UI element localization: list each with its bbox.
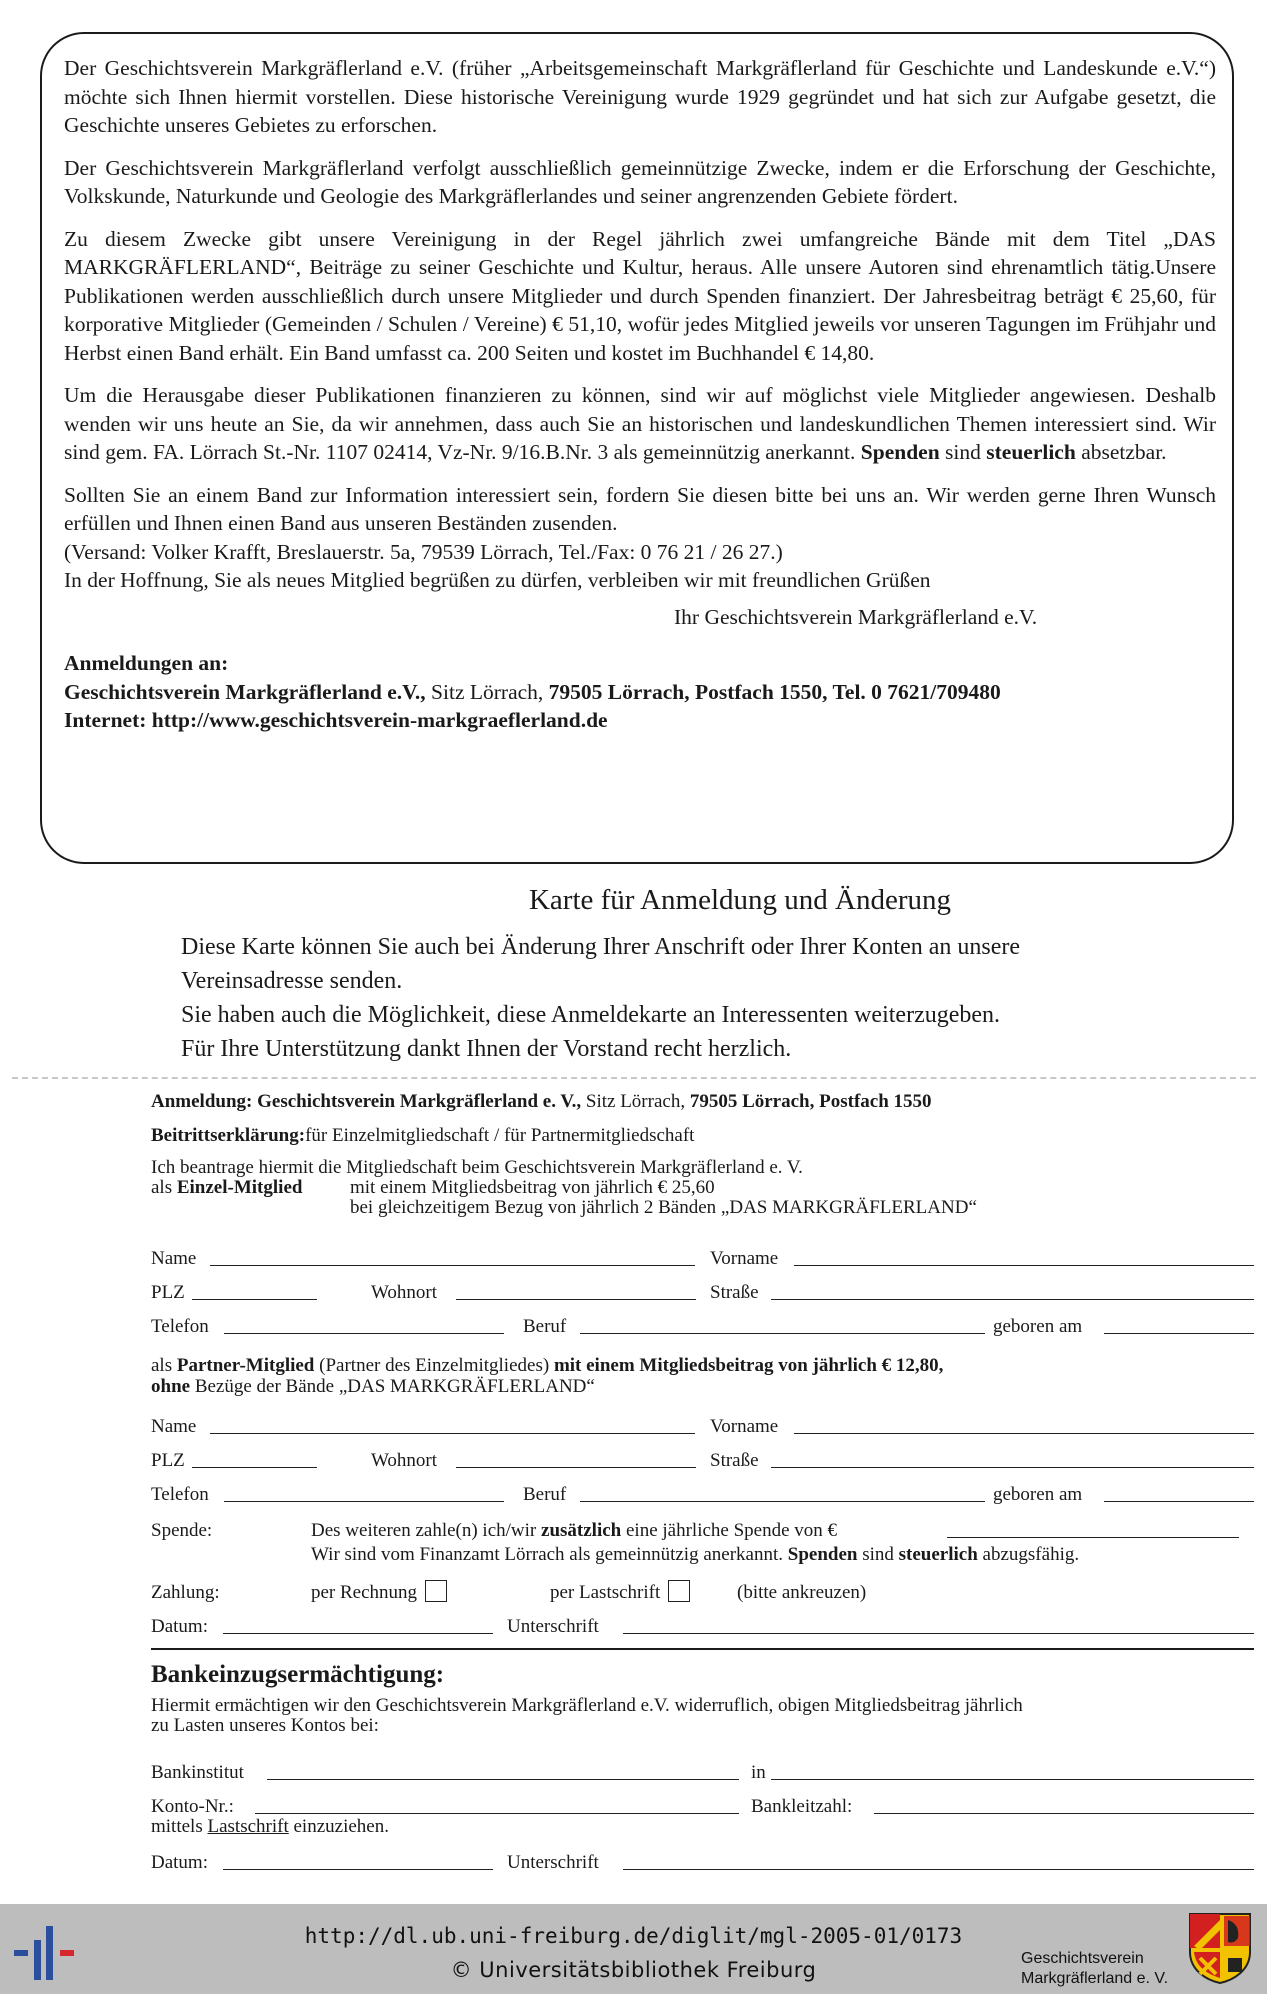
datum-field[interactable] — [223, 1633, 493, 1634]
strasse-label: Straße — [710, 1282, 759, 1303]
einzel-label-line — [151, 1176, 302, 1200]
spende-label: Spende: — [151, 1520, 213, 1541]
plz-label: PLZ — [151, 1282, 185, 1303]
partner-bezug: Bezüge der Bände „DAS MARKGRÄFLERLAND“ — [190, 1376, 595, 1397]
blz-field[interactable] — [874, 1813, 1254, 1814]
form-header-sitz: Sitz Lörrach, — [581, 1091, 690, 1112]
geboren-label: geboren am — [993, 1484, 1083, 1505]
unterschrift-label: Unterschrift — [507, 1616, 599, 1637]
per-rechnung-checkbox[interactable] — [425, 1580, 447, 1602]
bank-title: Bankeinzugsermächtigung: — [151, 1661, 445, 1688]
telefon-label: Telefon — [151, 1484, 209, 1505]
footer-org — [1021, 1949, 1168, 1989]
spende-line-1 — [311, 1518, 837, 1544]
unterschrift-field[interactable] — [623, 1633, 1254, 1634]
spende-finanzamt: Wir sind vom Finanzamt Lörrach als gemeinnützig anerkannt. — [311, 1544, 788, 1565]
vorname-label: Vorname — [710, 1248, 779, 1269]
konto-label: Konto-Nr.: — [151, 1796, 234, 1817]
anmeldung-addr: 79505 Lörrach, Postfach 1550, Tel. 0 7621/709480 — [543, 679, 1001, 704]
per-rechnung-label: per Rechnung — [311, 1582, 418, 1603]
signature: Ihr Geschichtsverein Markgräflerland e.V. — [674, 604, 1038, 629]
anmeldung-sitz: Sitz Lörrach, — [425, 679, 544, 704]
per-lastschrift-option — [550, 1580, 690, 1606]
partner-label: Partner-Mitglied — [176, 1355, 315, 1376]
spende-line-2 — [311, 1543, 1079, 1567]
per-rechnung-option — [311, 1580, 447, 1606]
bank-row-institut — [151, 1760, 1254, 1786]
als-text: als — [151, 1177, 177, 1198]
partner-beruf-field[interactable] — [580, 1501, 985, 1502]
einzel-row-address — [151, 1280, 1254, 1306]
wohnort-label: Wohnort — [371, 1282, 438, 1303]
coat-of-arms-icon — [1188, 1912, 1252, 1984]
footer-org-line1: Geschichtsverein — [1021, 1950, 1144, 1967]
einzuziehen-text: einzuziehen. — [288, 1816, 389, 1837]
info-box — [40, 32, 1234, 864]
einzel-label: Einzel-Mitglied — [176, 1177, 303, 1198]
info-p5-line1: Sollten Sie an einem Band zur Information interessiert sein, fordern Sie diesen bitte bei uns an. Wir werden gerne Ihren Wunsch erfüllen und Ihnen einen Band aus unseren Beständen zusenden. — [64, 482, 1216, 535]
beruf-field[interactable] — [580, 1333, 985, 1334]
info-p4-main: Um die Herausgabe dieser Publikationen finanzieren zu können, sind wir auf möglichst viele Mitglieder angewiesen. Deshalb wenden wir uns heute an Sie, da wir annehmen, dass auch Sie an historischen und landeskundlichen Themen interessiert sind. Wir sind gem. FA. Lörrach St.-Nr. 1107 02414, Vz-Nr. 9/16.B.Nr. 3 als gemeinnützig anerkannt. — [64, 383, 1216, 464]
strasse-field[interactable] — [771, 1299, 1254, 1300]
partner-ohne: ohne — [151, 1376, 191, 1397]
info-paragraph-2: Der Geschichtsverein Markgräflerland verfolgt ausschließlich gemeinnützige Zwecke, indem er die Erforschung der Geschichte, Volkskunde, Naturkunde und Geologie des Markgräflerlandes und seiner angrenzenden Gebiete fördert. — [64, 155, 1216, 208]
spende-row — [151, 1518, 1254, 1544]
partner-wohnort-field[interactable] — [456, 1467, 696, 1468]
form-header-org: Anmeldung: Geschichtsverein Markgräflerland e. V., — [151, 1091, 582, 1112]
spende-steuerlich: steuerlich — [898, 1544, 978, 1565]
zahlung-label: Zahlung: — [151, 1582, 220, 1603]
name-label: Name — [151, 1416, 197, 1437]
datum-row-2 — [151, 1850, 1254, 1876]
partner-vorname-field[interactable] — [794, 1433, 1254, 1434]
card-title: Karte für Anmeldung und Änderung — [528, 884, 951, 916]
info-p5-line2: (Versand: Volker Krafft, Breslauerstr. 5a, 79539 Lörrach, Tel./Fax: 0 76 21 / 26 27.) — [64, 539, 783, 564]
einzel-bezug: bei gleichzeitigem Bezug von jährlich 2 Bänden „DAS MARKGRÄFLERLAND“ — [350, 1197, 977, 1218]
partner-beitrag: mit einem Mitgliedsbeitrag von jährlich € 12,80, — [553, 1355, 944, 1376]
partner-name-field[interactable] — [210, 1433, 695, 1434]
einzel-beitrag: mit einem Mitgliedsbeitrag von jährlich € 25,60 — [350, 1177, 715, 1198]
wohnort-field[interactable] — [456, 1299, 696, 1300]
info-paragraph-4 — [64, 381, 1216, 467]
bank-unterschrift-field[interactable] — [623, 1869, 1254, 1870]
footer-bar — [0, 1904, 1267, 1994]
datum-label: Datum: — [151, 1616, 208, 1637]
vorname-label: Vorname — [710, 1416, 779, 1437]
in-label: in — [751, 1762, 766, 1783]
mittels-line — [151, 1815, 389, 1839]
info-p4-spenden: Spenden — [860, 440, 940, 464]
telefon-label: Telefon — [151, 1316, 209, 1337]
partner-telefon-field[interactable] — [224, 1501, 504, 1502]
spende-text-a: Des weiteren zahle(n) ich/wir — [311, 1520, 542, 1541]
form-header — [151, 1090, 932, 1114]
info-p5-line3: In der Hoffnung, Sie als neues Mitglied begrüßen zu dürfen, verbleiben wir mit freundlichen Grüßen — [64, 568, 931, 592]
info-p4-end: absetzbar. — [1075, 440, 1167, 464]
spende-zusaetzlich: zusätzlich — [541, 1520, 622, 1541]
spende-sind: sind — [857, 1544, 899, 1565]
partner-paren: (Partner des Einzelmitgliedes) — [314, 1355, 554, 1376]
card-intro-line: Sie haben auch die Möglichkeit, diese Anmeldekarte an Interessenten weiterzugeben. — [181, 1002, 1001, 1028]
footer-copyright: © Universitätsbibliothek Freiburg — [450, 1958, 817, 1982]
bank-text-1: Hiermit ermächtigen wir den Geschichtsverein Markgräflerland e.V. widerruflich, obigen Mitgliedsbeitrag jährlich — [151, 1695, 1023, 1716]
spende-text-c: eine jährliche Spende von € — [621, 1520, 838, 1541]
unterschrift-label: Unterschrift — [507, 1852, 599, 1873]
beitritt-line — [151, 1124, 694, 1148]
partner-strasse-field[interactable] — [771, 1467, 1254, 1468]
antrag-line: Ich beantrage hiermit die Mitgliedschaft beim Geschichtsverein Markgräflerland e. V. — [151, 1157, 803, 1178]
card-intro-line: Vereinsadresse senden. — [181, 968, 403, 994]
wohnort-label: Wohnort — [371, 1450, 438, 1471]
name-field[interactable] — [210, 1265, 695, 1266]
card-intro-line: Diese Karte können Sie auch bei Änderung Ihrer Anschrift oder Ihrer Konten an unsere — [181, 934, 1021, 960]
partner-row-phone — [151, 1482, 1254, 1508]
info-paragraph-5 — [64, 481, 1216, 595]
anmeldung-website: Internet: http://www.geschichtsverein-markgraeflerland.de — [64, 708, 608, 732]
bank-datum-field[interactable] — [223, 1869, 493, 1870]
ankreuzen-hint: (bitte ankreuzen) — [737, 1582, 867, 1603]
card-intro — [181, 930, 1181, 1066]
card-intro-line: Für Ihre Unterstützung dankt Ihnen der Vorstand recht herzlich. — [181, 1036, 792, 1062]
datum-label: Datum: — [151, 1852, 208, 1873]
konto-field[interactable] — [255, 1813, 739, 1814]
telefon-field[interactable] — [224, 1333, 504, 1334]
per-lastschrift-checkbox[interactable] — [668, 1580, 690, 1602]
partner-row-address — [151, 1448, 1254, 1474]
partner-row-name — [151, 1414, 1254, 1440]
spende-spenden: Spenden — [787, 1544, 858, 1565]
spende-abzug: abzugsfähig. — [977, 1544, 1080, 1565]
plz-field[interactable] — [192, 1299, 317, 1300]
info-p4-sind: sind — [939, 440, 987, 464]
beruf-label: Beruf — [523, 1316, 567, 1337]
name-label: Name — [151, 1248, 197, 1269]
spende-amount-field[interactable] — [947, 1537, 1239, 1538]
strasse-label: Straße — [710, 1450, 759, 1471]
bankinstitut-label: Bankinstitut — [151, 1762, 244, 1783]
einzel-row-phone — [151, 1314, 1254, 1340]
plz-label: PLZ — [151, 1450, 185, 1471]
footer-url[interactable]: http://dl.ub.uni-freiburg.de/diglit/mgl-2005-01/0173 — [304, 1924, 963, 1948]
form-header-addr: 79505 Lörrach, Postfach 1550 — [689, 1091, 932, 1112]
beitritt-label: Beitrittserklärung: — [151, 1125, 306, 1146]
cut-line — [12, 1077, 1256, 1079]
mittels-text: mittels — [151, 1816, 208, 1837]
beruf-label: Beruf — [523, 1484, 567, 1505]
section-divider — [151, 1648, 1254, 1650]
geboren-field[interactable] — [1104, 1333, 1254, 1334]
partner-als: als — [151, 1355, 177, 1376]
zahlung-row — [151, 1580, 1254, 1606]
bankinstitut-field[interactable] — [267, 1779, 739, 1780]
einzel-row-name — [151, 1246, 1254, 1272]
datum-row-1 — [151, 1614, 1254, 1640]
info-paragraph-1: Der Geschichtsverein Markgräflerland e.V. (früher „Arbeitsgemeinschaft Markgräflerland für Geschichte und Landeskunde e.V.“) möchte sich Ihnen hiermit vorstellen. Diese historische Vereinigung wurde 1929 gegründet und hat sich zur Aufgabe gesetzt, die Geschichte unseres Gebietes zu erforschen. — [64, 56, 1216, 137]
info-paragraph-3: Zu diesem Zwecke gibt unsere Vereinigung in der Regel jährlich zwei umfangreiche Bände mit dem Titel „DAS MARKGRÄFLERLAND“, Beiträge zu seiner Geschichte und Kultur, heraus. Alle unsere Autoren sind ehrenamtlich tätig.Unsere Publikationen werden ausschließlich durch unsere Mitglieder und durch Spenden finanziert. Der Jahresbeitrag beträgt € 25,60, für korporative Mitglieder (Gemeinden / Schulen / Vereine) € 51,10, wofür jedes Mitglied jeweils vor unseren Tagungen im Frühjahr und Herbst einen Band erhält. Ein Band umfasst ca. 200 Seiten und kostet im Buchhandel € 14,80. — [64, 226, 1216, 365]
vorname-field[interactable] — [794, 1265, 1254, 1266]
lastschrift-text: Lastschrift — [207, 1816, 289, 1837]
bank-ort-field[interactable] — [771, 1779, 1254, 1780]
partner-geboren-field[interactable] — [1104, 1501, 1254, 1502]
anmeldung-address — [64, 678, 1216, 707]
blz-label: Bankleitzahl: — [751, 1796, 853, 1817]
footer-org-line2: Markgräflerland e. V. — [1021, 1970, 1169, 1987]
beitritt-text: für Einzelmitgliedschaft / für Partnermitgliedschaft — [305, 1125, 695, 1146]
info-p4-steuerlich: steuerlich — [986, 440, 1076, 464]
anmeldung-heading: Anmeldungen an: — [64, 651, 229, 675]
bank-text-2: zu Lasten unseres Kontos bei: — [151, 1715, 379, 1736]
per-lastschrift-label: per Lastschrift — [550, 1582, 661, 1603]
geboren-label: geboren am — [993, 1316, 1083, 1337]
partner-line-2 — [151, 1375, 595, 1399]
anmeldung-org: Geschichtsverein Markgräflerland e.V., — [64, 679, 426, 704]
partner-plz-field[interactable] — [192, 1467, 317, 1468]
